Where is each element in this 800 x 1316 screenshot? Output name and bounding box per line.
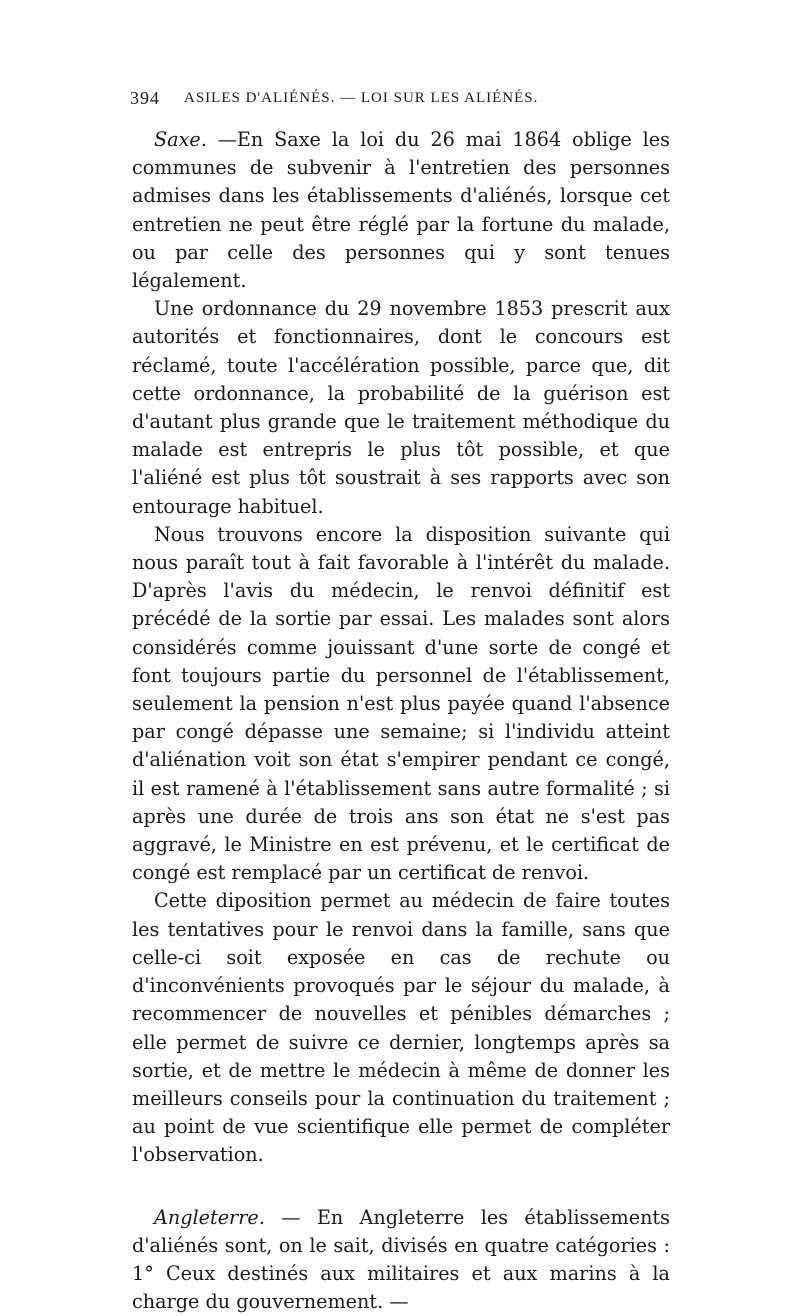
paragraph-ordonnance [132,295,670,521]
paragraph-disposition [132,521,670,888]
paragraph-text: Cette diposition permet au médecin de faire toutes les tentatives pour le renvoi dans la famille, sans que celle-ci soit exposée en cas de rechute ou d'inconvénients provoqués par le séjour du malade, à recommencer de nouvelles et pénibles démarches ; elle permet de suivre ce dernier, longtemps après sa sortie, et de mettre le médecin à même de donner les meilleurs conseils pour la continuation du traitement ; au point de vue scientifique elle permet de compléter l'observation. [132,889,670,1167]
running-head [130,88,675,114]
paragraph-text: — En Angleterre les établissements d'aliénés sont, on le sait, divisés en quatre catégories : 1° Ceux destinés aux militaires et aux marins à la charge du gouvernement. — [132,1205,670,1314]
paragraph-text: Une ordonnance du 29 novembre 1853 prescrit aux autorités et fonctionnaires, dont le concours est réclamé, toute l'accélération possible, parce que, dit cette ordonnance, la probabilité de la guérison est d'autant plus grande que le traitement méthodique du malade est entrepris le plus tôt possible, et que l'aliéné est plus tôt soustrait à ses rapports avec son entourage habituel. [132,297,670,518]
page-number: 394 [130,88,160,108]
paragraph-saxe [132,126,670,295]
paragraph-angleterre [132,1204,670,1316]
body-text [132,126,670,1316]
paragraph-tentatives [132,887,670,1169]
running-title: ASILES D'ALIÉNÉS. — LOI SUR LES ALIÉNÉS. [184,90,539,106]
section-lead-saxe: Saxe. [154,128,207,151]
paragraph-text: —En Saxe la loi du 26 mai 1864 oblige les communes de subvenir à l'entretien des personnes admises dans les établissements d'aliénés, lorsque cet entretien ne peut être réglé par la fortune du malade, ou par celle des personnes qui y sont tenues légalement. [132,128,670,293]
section-lead-angleterre: Angleterre. [154,1205,265,1229]
paragraph-text: Nous trouvons encore la disposition suivante qui nous paraît tout à fait favorable à l'intérêt du malade. D'après l'avis du médecin, le renvoi définitif est précédé de la sortie par essai. Les malades sont alors considérés comme jouissant d'une sorte de congé et font toujours partie du personnel de l'établissement, seulement la pension n'est plus payée quand l'absence par congé dépasse une semaine; si l'individu atteint d'aliénation voit son état s'empirer pendant ce congé, il est ramené à l'établissement sans autre formalité ; si après une durée de trois ans son état ne s'est pas aggravé, le Ministre en est prévenu, et le certificat de congé est remplacé par un certificat de renvoi. [132,522,670,885]
